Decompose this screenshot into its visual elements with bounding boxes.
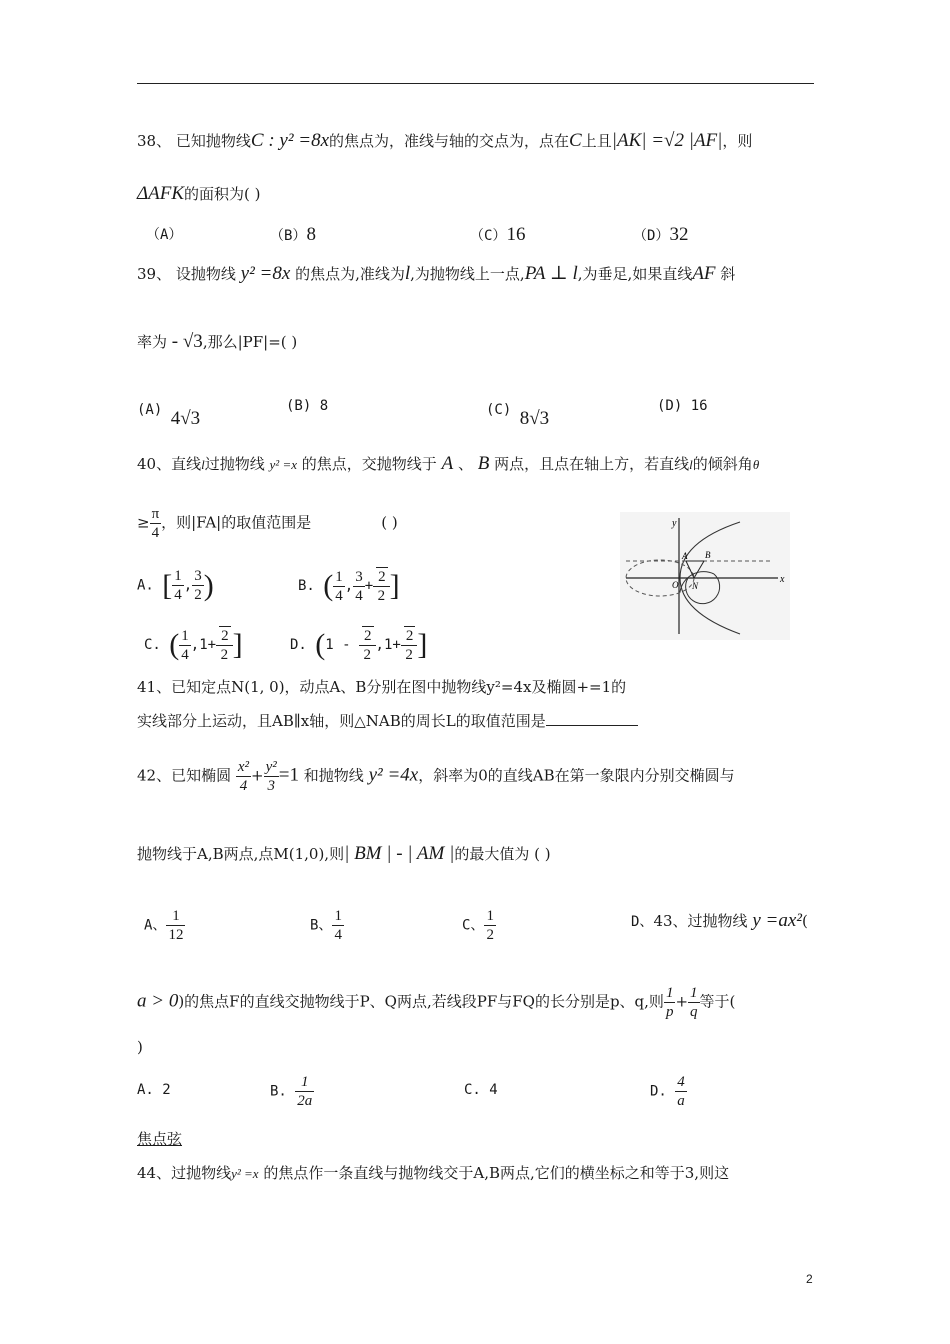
section-title: 焦点弦: [137, 1130, 183, 1148]
question-42-line1: 42、已知椭圆 $\frac{\text{x²}}{4}$ + $\frac{\text{y²}}{3}$ =1 和抛物线 y² =4x，斜率为0的直线AB在第一象限内分别交椭圆与: [137, 759, 735, 794]
q39-option-a: (A) 4√3: [137, 402, 201, 429]
question-41-line2: 实线部分上运动，且AB∥x轴，则△NAB的周长L的取值范围是: [137, 710, 638, 731]
question-41-line1: 41、已知定点N(1, 0)，动点A、B分别在图中抛物线y²=4x及椭圆+=1的: [137, 678, 627, 696]
q40-option-a: A. [ $\frac{1}{4}$ , $\frac{3}{2}$ ): [137, 568, 214, 603]
label-n: N: [692, 581, 699, 591]
q42-option-c: C、 $\frac{1}{2}$: [462, 908, 494, 943]
question-40-line1: 40、直线l过抛物线 y² =x 的焦点，交抛物线于 A 、 B 两点，且点在轴上方，若直线l的倾斜角θ: [137, 453, 760, 474]
q39-option-b: (B) 8: [286, 398, 329, 414]
q43-option-a: A. 2: [137, 1082, 171, 1098]
q40-figure: [620, 512, 790, 640]
q40-option-b: B. ( $\frac{1}{4}$ , $\frac{3}{4}$ + $\frac{2}{2}$ ]: [298, 568, 400, 604]
question-38-line2: ΔAFK的面积为( ): [137, 183, 261, 204]
label-b: B: [705, 550, 711, 560]
q38-option-c: （C）16: [470, 224, 526, 245]
label-a: A: [682, 551, 688, 561]
question-44-line1: 44、过抛物线y² =x 的焦点作一条直线与抛物线交于A,B两点,它们的横坐标之和等于3,则这: [137, 1164, 730, 1182]
q43-option-d: D. $\frac{4}{a}$: [650, 1074, 685, 1109]
page-number: 2: [806, 1272, 813, 1286]
question-43-line3: ): [137, 1038, 143, 1056]
q39-option-c: (C) 8√3: [486, 402, 550, 429]
q42-option-a: A、 $\frac{1}{12}$: [144, 908, 184, 943]
question-38-line1: 38、 已知抛物线C : y² =8x的焦点为，准线与轴的交点为，点在C上且|AK| =√2 |AF|，则: [137, 130, 753, 151]
q40-option-d: D. (1 - $\frac{2}{2}$ ,1+ $\frac{2}{2}$ ]: [290, 628, 428, 663]
q43-option-b: B. $\frac{1}{2a}$: [270, 1074, 313, 1109]
q38-option-b: （B）8: [270, 224, 316, 245]
label-y: y: [672, 518, 677, 529]
header-rule: [137, 83, 814, 84]
question-43-line2: a > 0)的焦点F的直线交抛物线于P、Q两点,若线段PF与FQ的长分别是p、q,则 $\frac{1}{p}$ + $\frac{1}{q}$ 等于(: [137, 985, 736, 1020]
label-o: O: [672, 580, 679, 590]
q42-option-b: B、 $\frac{1}{4}$: [310, 908, 342, 943]
label-x: x: [780, 574, 785, 585]
question-39-line1: 39、 设抛物线 y² =8x 的焦点为,准线为l,为抛物线上一点,PA ⊥ l,为垂足,如果直线AF 斜: [137, 263, 736, 284]
q43-option-c: C. 4: [464, 1082, 498, 1098]
q39-option-d: (D) 16: [657, 398, 708, 414]
q40-option-c: C. ( $\frac{1}{4}$ ,1+ $\frac{2}{2}$ ]: [144, 627, 243, 663]
question-42-line2: 抛物线于A,B两点,点M(1,0),则| BM | - | AM |的最大值为 ( ): [137, 843, 551, 864]
q38-option-d: （D）32: [633, 224, 689, 245]
question-40-line2: ≥ $\frac{\pi}{4}$ ，则|FA|的取值范围是 ( ): [137, 506, 398, 541]
answer-blank: [546, 711, 638, 726]
q38-option-a: （A）: [146, 227, 183, 243]
question-39-line2: 率为 - √3,那么|PF|=( ): [137, 331, 298, 352]
q42-option-d-and-q43-start: D、43、过抛物线 y =ax²(: [631, 910, 808, 931]
